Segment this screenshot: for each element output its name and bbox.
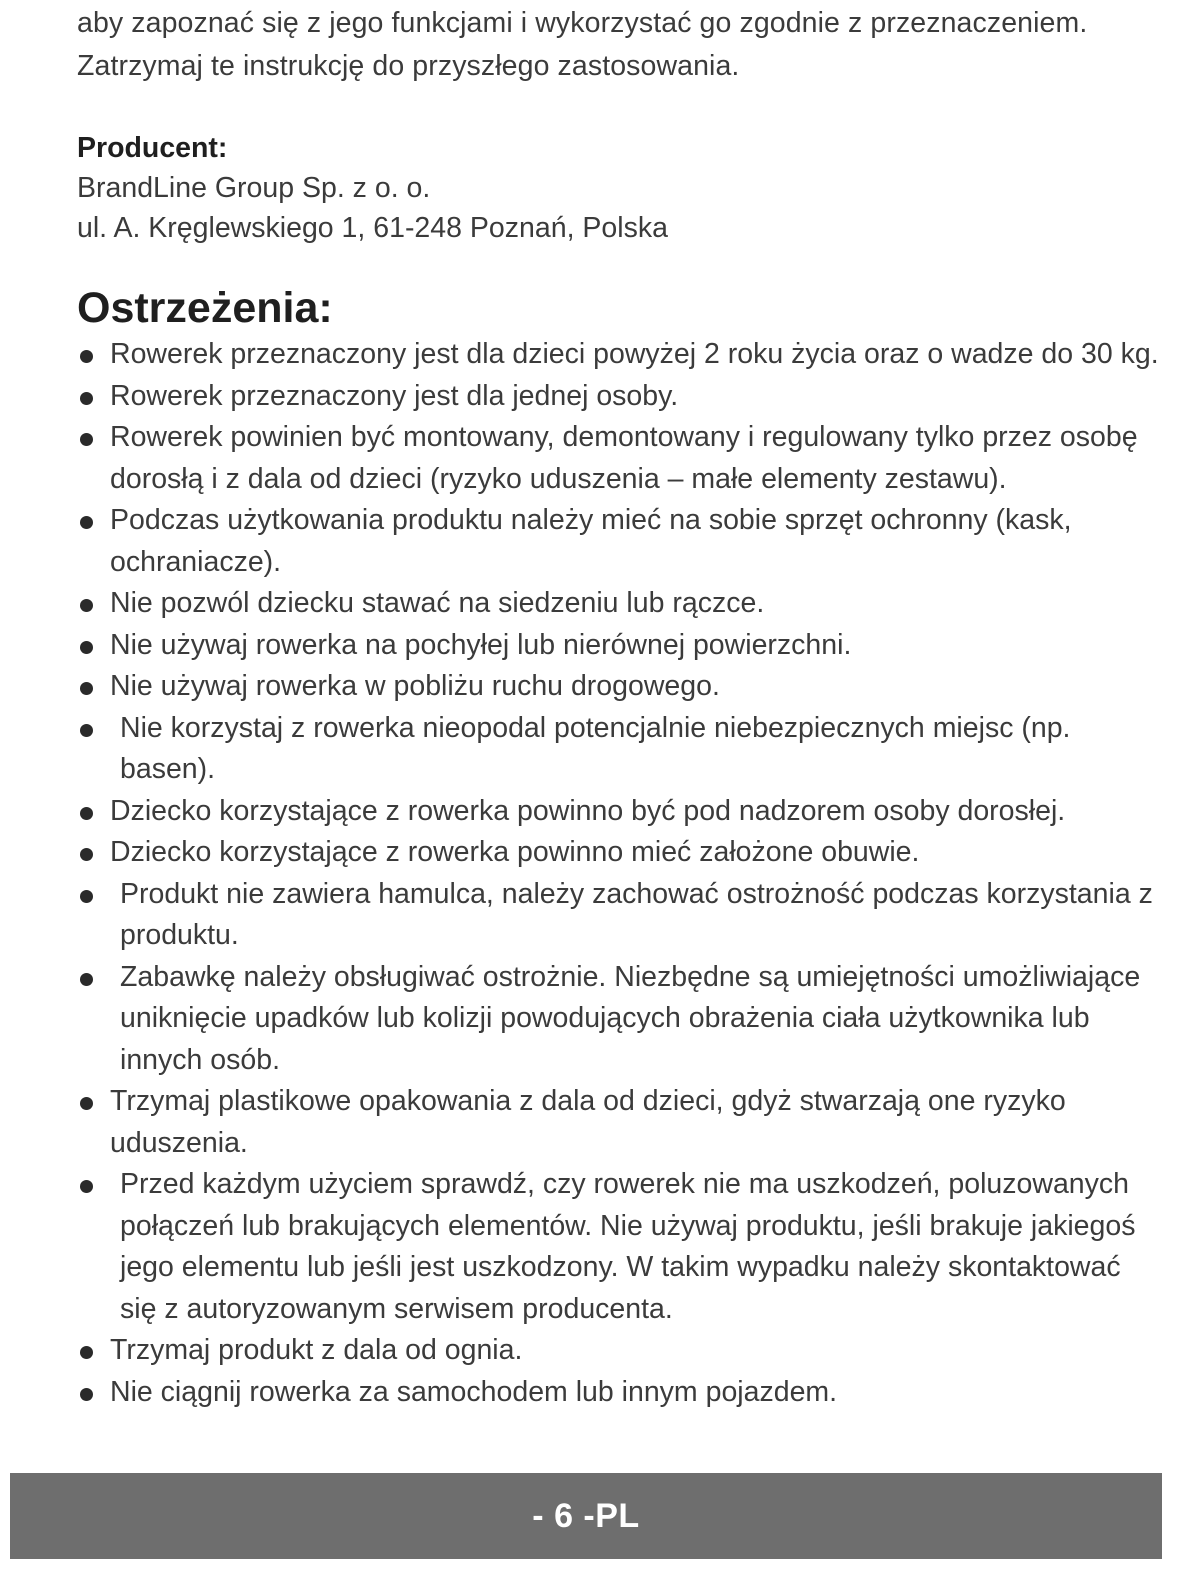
warning-text: Trzymaj plastikowe opakowania z dala od dzieci, gdyż stwarzają one ryzyko uduszenia. [110,1085,1066,1159]
bullet-icon [80,890,93,903]
bullet-icon [80,848,93,861]
warnings-list [77,334,1162,1413]
warning-text: Nie korzystaj z rowerka nieopodal potencjalnie niebezpiecznych miejsc (np. basen). [120,711,1071,785]
bullet-icon [80,599,93,612]
bullet-icon [80,1097,93,1110]
warning-text: Produkt nie zawiera hamulca, należy zachować ostrożność podczas korzystania z produktu. [120,877,1153,951]
list-item [77,1372,1162,1414]
intro-text [77,0,1162,88]
producer-company: BrandLine Group Sp. z o. o. [77,172,431,204]
warning-text: Nie pozwól dziecku stawać na siedzeniu lub rączce. [110,587,765,619]
bullet-icon [80,973,93,986]
producer-address: ul. A. Kręglewskiego 1, 61-248 Poznań, Polska [77,212,668,244]
warning-text: Przed każdym użyciem sprawdź, czy rowerek nie ma uszkodzeń, poluzowanych połączeń lub brakujących elementów. Nie używaj produktu, jeśli brakuje jakiegoś jego elementu lub jeśli jest uszkodzony. W takim wypadku należy skontaktować się z autoryzowanym serwisem producenta. [120,1168,1136,1325]
bullet-icon [80,1388,93,1401]
bullet-icon [80,1346,93,1359]
bullet-icon [80,516,93,529]
warning-text: Rowerek powinien być montowany, demontowany i regulowany tylko przez osobę dorosłą i z dala od dzieci (ryzyko uduszenia – małe elementy zestawu). [110,421,1138,495]
bullet-icon [80,682,93,695]
intro-line-2: Zatrzymaj te instrukcję do przyszłego zastosowania. [77,50,740,82]
warnings-heading: Ostrzeżenia: [77,284,333,332]
warning-text: Nie używaj rowerka w pobliżu ruchu drogowego. [110,670,720,702]
warning-text: Nie ciągnij rowerka za samochodem lub innym pojazdem. [110,1375,838,1408]
bullet-icon [80,392,93,405]
list-item [77,376,1162,418]
list-item [77,500,1162,583]
bullet-icon [80,433,93,446]
list-item [77,957,1162,1082]
list-item [77,1081,1162,1164]
warning-text: Zabawkę należy obsługiwać ostrożnie. Niezbędne są umiejętności umożliwiające uniknięcie upadków lub kolizji powodujących obrażenia ciała użytkownika lub innych osób. [120,960,1141,1076]
list-item [77,874,1162,957]
warning-text: Dziecko korzystające z rowerka powinno mieć założone obuwie. [110,836,920,868]
list-item [77,1330,1162,1372]
intro-line-1: aby zapoznać się z jego funkcjami i wykorzystać go zgodnie z przeznaczeniem. [77,7,1088,39]
list-item [77,625,1162,667]
list-item [77,832,1162,874]
page-number: - 6 -PL [532,1496,640,1535]
list-item [77,417,1162,500]
list-item [77,583,1162,625]
bullet-icon [80,350,93,363]
bullet-icon [80,724,93,737]
list-item [77,791,1162,833]
warning-text: Rowerek przeznaczony jest dla dzieci powyżej 2 roku życia oraz o wadze do 30 kg. [110,338,1159,370]
list-item [77,1164,1162,1330]
list-item [77,708,1162,791]
bullet-icon [80,807,93,820]
list-item [77,666,1162,708]
manual-page [77,0,1162,1413]
page-footer [10,1473,1162,1559]
warning-text: Rowerek przeznaczony jest dla jednej osoby. [110,379,679,412]
warning-text: Podczas użytkowania produktu należy mieć na sobie sprzęt ochronny (kask, ochraniacze). [110,504,1072,578]
list-item [77,334,1162,376]
warning-text: Nie używaj rowerka na pochyłej lub nierównej powierzchni. [110,628,852,661]
bullet-icon [80,641,93,654]
producer-label: Producent: [77,132,228,164]
bullet-icon [80,1180,93,1193]
warning-text: Dziecko korzystające z rowerka powinno być pod nadzorem osoby dorosłej. [110,794,1066,827]
producer-section [77,128,1162,248]
warning-text: Trzymaj produkt z dala od ognia. [110,1334,523,1366]
